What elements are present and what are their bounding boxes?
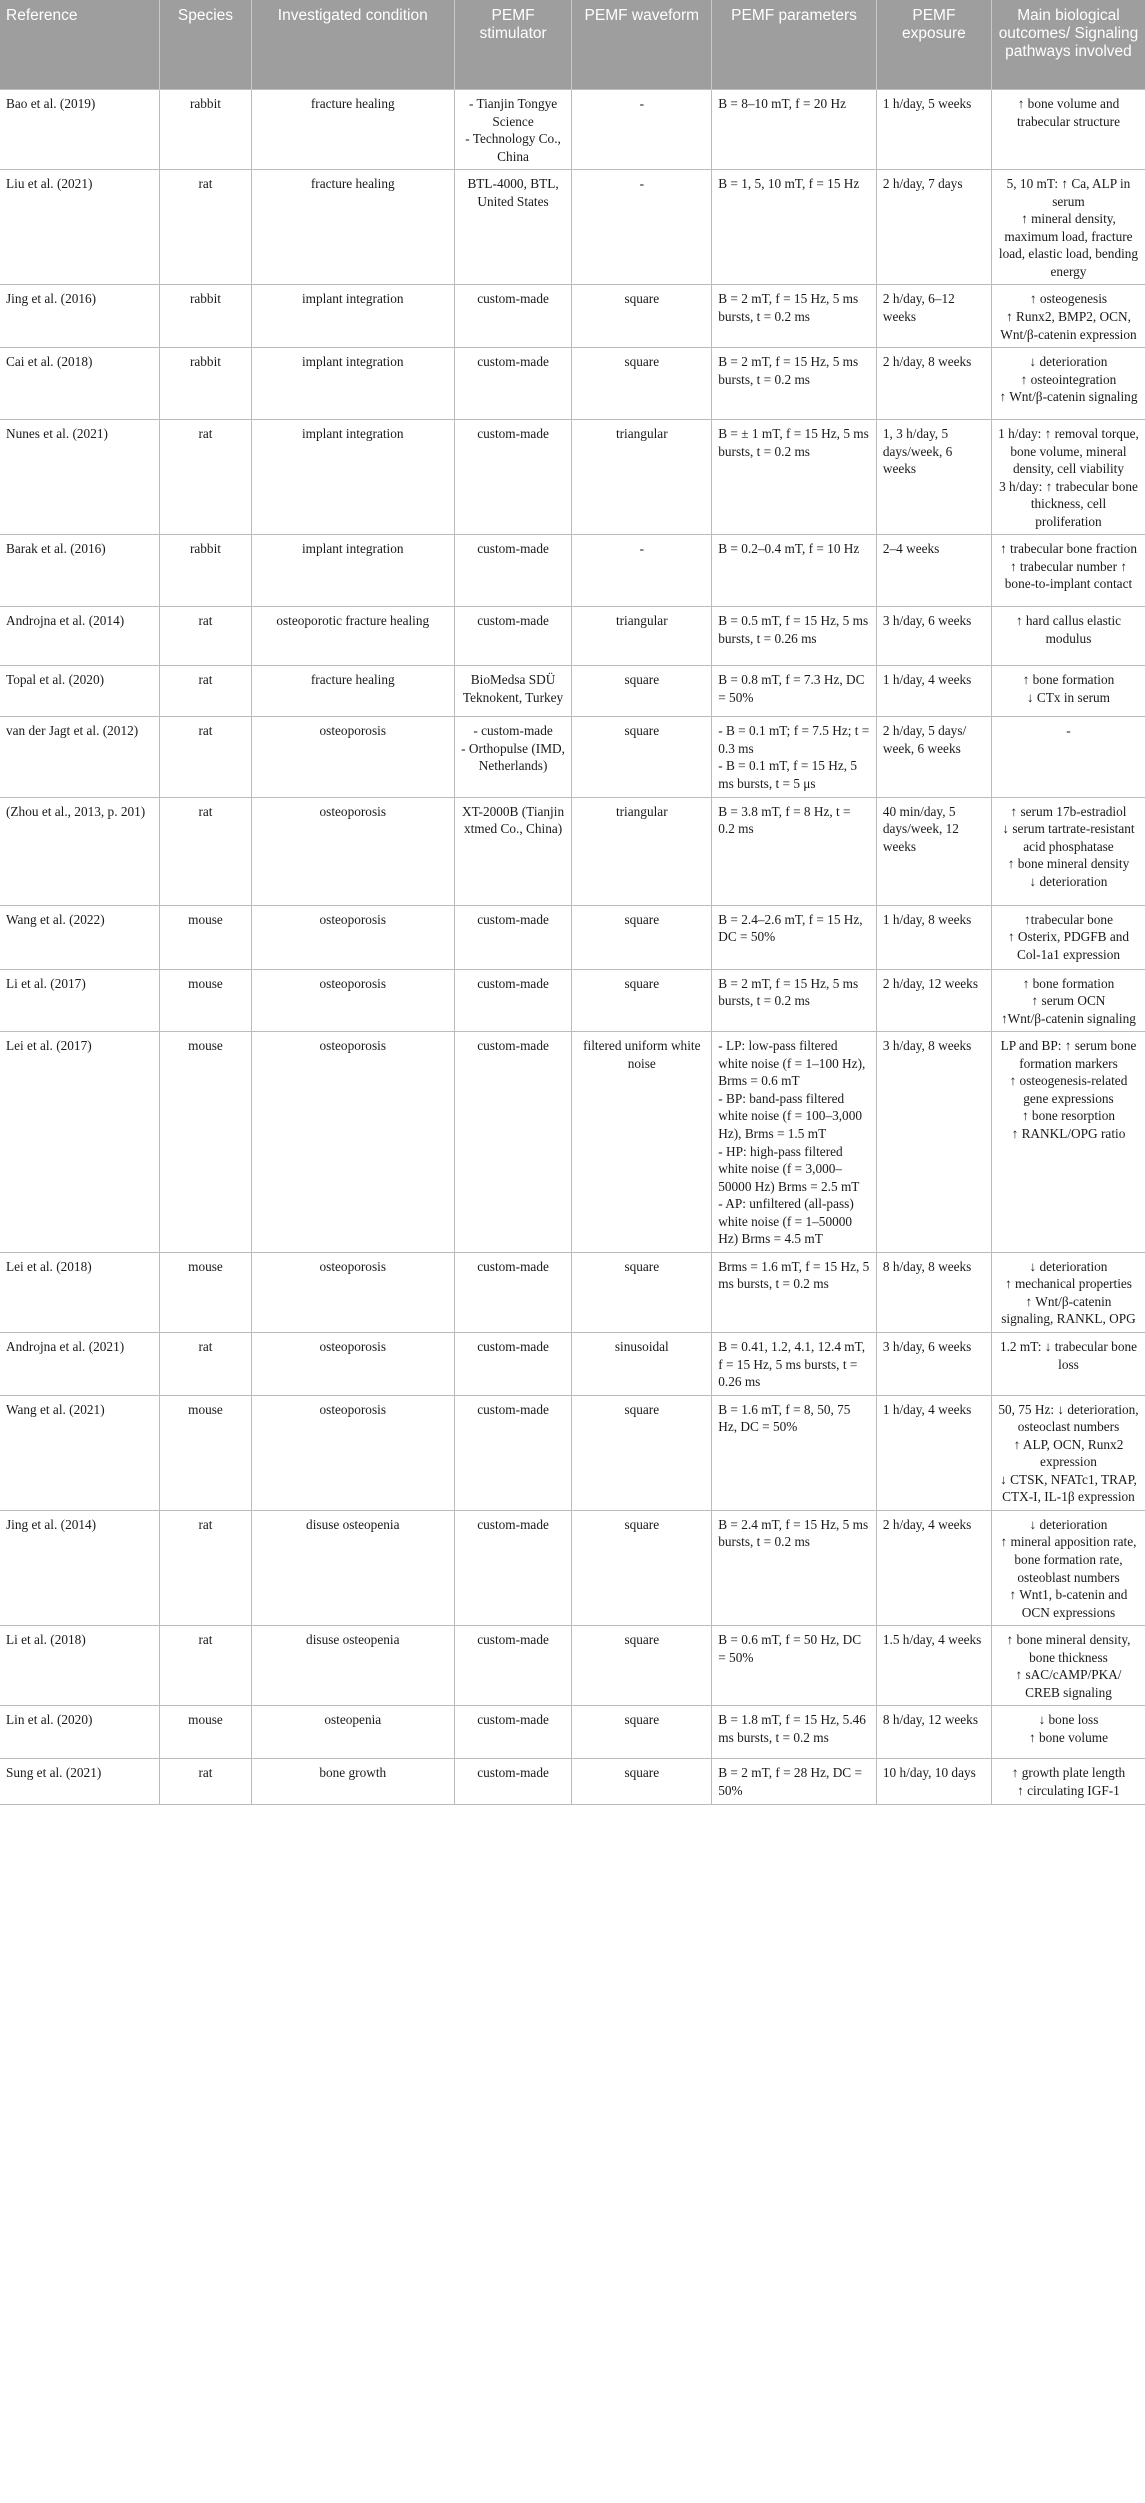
cell-species: rabbit [160,535,252,607]
cell-outcomes-line: ↑ bone volume [1028,1729,1108,1745]
table-row [0,90,1145,170]
cell-stimulator [454,535,572,607]
cell-outcomes [991,1706,1145,1759]
cell-outcomes-line: ↓ deterioration [1029,1258,1108,1274]
table-row [0,1332,1145,1395]
cell-stimulator-line: custom-made [477,1516,549,1532]
cell-exposure: 3 h/day, 6 weeks [876,1332,991,1395]
cell-species: rabbit [160,90,252,170]
cell-outcomes-line: ↑ mineral density, maximum load, fracture load, elastic load, bending energy [998,211,1139,279]
cell-stimulator-line: custom-made [477,975,549,991]
cell-condition: bone growth [251,1759,454,1805]
cell-waveform: square [572,969,712,1032]
cell-exposure: 3 h/day, 8 weeks [876,1032,991,1253]
cell-parameters-line: B = 0.41, 1.2, 4.1, 12.4 mT, f = 15 Hz, 5 ms bursts, t = 0.26 ms [718,1338,866,1390]
cell-reference: Li et al. (2018) [0,1626,160,1706]
cell-exposure: 2 h/day, 5 days/ week, 6 weeks [876,717,991,797]
cell-parameters-line: B = 2 mT, f = 28 Hz, DC = 50% [718,1765,862,1798]
cell-exposure: 2 h/day, 6–12 weeks [876,285,991,348]
cell-parameters-line: B = 0.6 mT, f = 50 Hz, DC = 50% [718,1632,862,1665]
cell-outcomes [991,607,1145,666]
table-row [0,285,1145,348]
cell-outcomes-line: ↑ osteointegration [1020,371,1117,387]
cell-species: mouse [160,1395,252,1510]
cell-parameters [712,666,877,717]
cell-waveform: sinusoidal [572,1332,712,1395]
cell-reference: Jing et al. (2014) [0,1510,160,1625]
cell-stimulator [454,1252,572,1332]
cell-reference: Wang et al. (2022) [0,905,160,969]
cell-parameters [712,607,877,666]
cell-exposure: 1, 3 h/day, 5 days/week, 6 weeks [876,420,991,535]
header-row [0,0,1145,90]
cell-waveform: filtered uniform white noise [572,1032,712,1253]
cell-outcomes-line: ↑ trabecular bone fraction [1000,541,1137,557]
cell-outcomes-line: ↑Wnt/β-catenin signaling [1001,1010,1136,1026]
cell-parameters [712,348,877,420]
cell-outcomes [991,420,1145,535]
cell-stimulator-line: BioMedsa SDÜ Teknokent, Turkey [462,672,564,705]
cell-reference: Androjna et al. (2014) [0,607,160,666]
cell-stimulator [454,607,572,666]
cell-parameters-line: B = ± 1 mT, f = 15 Hz, 5 ms bursts, t = 0.2 ms [718,426,869,459]
cell-outcomes-line: 3 h/day: ↑ trabecular bone thickness, cell proliferation [999,478,1138,529]
cell-stimulator [454,1395,572,1510]
cell-outcomes-line: ↑ bone resorption [1021,1108,1116,1124]
cell-waveform: square [572,717,712,797]
cell-outcomes-line: ↑ circulating IGF-1 [1017,1782,1120,1798]
cell-parameters [712,420,877,535]
cell-parameters-line: - B = 0.1 mT, f = 15 Hz, 5 ms bursts, t = 5 μs [718,758,858,792]
cell-parameters-line: B = 8–10 mT, f = 20 Hz [718,96,846,111]
cell-exposure: 1 h/day, 4 weeks [876,666,991,717]
cell-waveform: - [572,535,712,607]
cell-outcomes-line: ↓ bone loss [1038,1712,1099,1728]
cell-outcomes [991,1759,1145,1805]
cell-stimulator-line: custom-made [477,613,549,629]
cell-species: mouse [160,1032,252,1253]
cell-outcomes [991,969,1145,1032]
cell-exposure: 8 h/day, 8 weeks [876,1252,991,1332]
cell-parameters [712,1706,877,1759]
cell-exposure: 40 min/day, 5 days/week, 12 weeks [876,797,991,905]
cell-outcomes [991,1332,1145,1395]
cell-outcomes-line: ↑ osteogenesis-related gene expressions [1009,1073,1128,1106]
cell-stimulator [454,1510,572,1625]
cell-outcomes-line: ↑trabecular bone [1024,911,1113,927]
cell-exposure: 1.5 h/day, 4 weeks [876,1626,991,1706]
cell-species: rat [160,666,252,717]
cell-outcomes-line: 1.2 mT: ↓ trabecular bone loss [999,1338,1138,1372]
cell-outcomes-line: ↑ bone formation [1022,975,1115,991]
header-outcomes: Main biological outcomes/ Signaling pathways involved [991,0,1145,90]
cell-parameters-line: - LP: low-pass filtered white noise (f = 1–100 Hz), Brms = 0.6 mT [718,1038,866,1089]
cell-outcomes-line: ↑ mineral apposition rate, bone formation rate, osteoblast numbers [1000,1534,1137,1585]
cell-parameters [712,905,877,969]
cell-stimulator-line: custom-made [477,1338,549,1354]
cell-waveform: - [572,170,712,285]
table-row [0,1759,1145,1805]
cell-species: mouse [160,969,252,1032]
cell-outcomes-line: ↑ osteogenesis [1029,291,1108,307]
header-parameters: PEMF parameters [712,0,877,90]
cell-condition: osteoporotic fracture healing [251,607,454,666]
cell-exposure: 2–4 weeks [876,535,991,607]
cell-waveform: square [572,1252,712,1332]
cell-stimulator-line: custom-made [477,426,549,442]
cell-outcomes [991,535,1145,607]
cell-stimulator [454,1032,572,1253]
table-row [0,1032,1145,1253]
cell-waveform: square [572,1395,712,1510]
cell-stimulator-line: BTL-4000, BTL, United States [467,176,559,209]
cell-reference: Lei et al. (2018) [0,1252,160,1332]
cell-stimulator-line: - Orthopulse (IMD, Netherlands) [461,740,565,774]
cell-outcomes-line: ↑ growth plate length [1011,1765,1126,1781]
cell-stimulator [454,797,572,905]
cell-reference: van der Jagt et al. (2012) [0,717,160,797]
cell-outcomes-line: ↑ Wnt1, b-catenin and OCN expressions [1009,1587,1128,1620]
cell-parameters-line: B = 1.8 mT, f = 15 Hz, 5.46 ms bursts, t = 0.2 ms [718,1712,866,1745]
cell-exposure: 3 h/day, 6 weeks [876,607,991,666]
cell-stimulator [454,1706,572,1759]
cell-species: rat [160,1332,252,1395]
cell-parameters-line: B = 2 mT, f = 15 Hz, 5 ms bursts, t = 0.2 ms [718,354,859,387]
cell-outcomes-line: ↑ trabecular number ↑ bone-to-implant contact [1004,558,1133,592]
table-row [0,1626,1145,1706]
cell-parameters [712,535,877,607]
cell-waveform: triangular [572,797,712,905]
cell-parameters [712,1332,877,1395]
cell-waveform: square [572,348,712,420]
table-row [0,717,1145,797]
cell-condition: osteoporosis [251,1395,454,1510]
cell-stimulator-line: custom-made [477,1401,549,1417]
cell-parameters [712,1032,877,1253]
cell-condition: implant integration [251,285,454,348]
cell-parameters-line: - B = 0.1 mT; f = 7.5 Hz; t = 0.3 ms [718,723,870,756]
table-row [0,420,1145,535]
cell-outcomes-line: LP and BP: ↑ serum bone formation markers [1000,1038,1137,1071]
cell-reference: Jing et al. (2016) [0,285,160,348]
cell-outcomes-line: 5, 10 mT: ↑ Ca, ALP in serum [1006,176,1131,209]
cell-condition: disuse osteopenia [251,1626,454,1706]
cell-outcomes-line: ↑ bone volume and trabecular structure [1016,96,1120,129]
cell-stimulator [454,1759,572,1805]
cell-outcomes-line: - [1066,723,1071,739]
cell-reference: Li et al. (2017) [0,969,160,1032]
cell-outcomes-line: 50, 75 Hz: ↓ deterioration, osteoclast numbers [998,1401,1139,1435]
table-row [0,535,1145,607]
cell-parameters [712,717,877,797]
cell-exposure: 1 h/day, 4 weeks [876,1395,991,1510]
cell-waveform: triangular [572,420,712,535]
cell-outcomes [991,905,1145,969]
cell-waveform: square [572,905,712,969]
header-exposure: PEMF exposure [876,0,991,90]
cell-stimulator-line: custom-made [477,1258,549,1274]
cell-parameters [712,1510,877,1625]
cell-stimulator-line: - custom-made [473,723,553,739]
cell-condition: implant integration [251,535,454,607]
cell-species: rat [160,1510,252,1625]
cell-outcomes-line: ↓ deterioration [1029,354,1108,370]
cell-parameters-line: B = 0.8 mT, f = 7.3 Hz, DC = 50% [718,672,865,705]
cell-species: rat [160,607,252,666]
cell-outcomes-line: ↑ sAC/cAMP/PKA/ CREB signaling [1015,1667,1122,1700]
cell-exposure: 1 h/day, 8 weeks [876,905,991,969]
cell-waveform: triangular [572,607,712,666]
table-body [0,90,1145,1805]
cell-parameters [712,1759,877,1805]
cell-waveform: square [572,1706,712,1759]
cell-reference: Cai et al. (2018) [0,348,160,420]
cell-outcomes-line: ↑ ALP, OCN, Runx2 expression [1013,1436,1124,1470]
cell-outcomes-line: ↑ mechanical properties [1004,1276,1132,1292]
cell-parameters [712,90,877,170]
cell-outcomes-line: ↑ Wnt/β-catenin signaling, RANKL, OPG [1001,1293,1136,1327]
cell-stimulator [454,666,572,717]
cell-waveform: square [572,1510,712,1625]
cell-condition: osteoporosis [251,717,454,797]
cell-stimulator [454,285,572,348]
cell-outcomes [991,1626,1145,1706]
cell-condition: osteoporosis [251,905,454,969]
cell-exposure: 10 h/day, 10 days [876,1759,991,1805]
cell-outcomes [991,1252,1145,1332]
cell-condition: osteoporosis [251,969,454,1032]
table-row [0,1510,1145,1625]
cell-outcomes-line: ↑ bone mineral density, bone thickness [1006,1632,1131,1665]
cell-outcomes-line: ↑ Wnt/β-catenin signaling [999,389,1138,405]
cell-condition: osteopenia [251,1706,454,1759]
cell-reference: Bao et al. (2019) [0,90,160,170]
cell-condition: fracture healing [251,90,454,170]
cell-condition: osteoporosis [251,797,454,905]
cell-outcomes [991,1032,1145,1253]
cell-outcomes-line: ↑ hard callus elastic modulus [1015,613,1122,646]
cell-outcomes-line: ↑ RANKL/OPG ratio [1011,1125,1126,1141]
table-row [0,1252,1145,1332]
cell-parameters-line: - HP: high-pass filtered white noise (f = 3,000–50000 Hz) Brms = 2.5 mT [718,1143,860,1194]
cell-outcomes [991,90,1145,170]
cell-species: rat [160,420,252,535]
cell-parameters-line: B = 1, 5, 10 mT, f = 15 Hz [718,176,860,192]
table-row [0,1706,1145,1759]
cell-outcomes-line: ↑ Osterix, PDGFB and Col-1a1 expression [1007,929,1130,962]
cell-waveform: - [572,90,712,170]
cell-waveform: square [572,1759,712,1805]
cell-species: rat [160,717,252,797]
cell-exposure: 8 h/day, 12 weeks [876,1706,991,1759]
cell-stimulator-line: custom-made [477,541,549,557]
cell-outcomes-line: ↓ CTSK, NFATc1, TRAP, CTX-I, IL-1β expression [1000,1471,1137,1505]
cell-exposure: 2 h/day, 8 weeks [876,348,991,420]
cell-reference: Nunes et al. (2021) [0,420,160,535]
cell-parameters-line: - BP: band-pass filtered white noise (f = 100–3,000 Hz), Brms = 1.5 mT [718,1090,863,1141]
cell-reference: Liu et al. (2021) [0,170,160,285]
cell-parameters [712,170,877,285]
cell-exposure: 1 h/day, 5 weeks [876,90,991,170]
cell-exposure: 2 h/day, 7 days [876,170,991,285]
cell-stimulator [454,420,572,535]
cell-parameters [712,1626,877,1706]
cell-stimulator-line: custom-made [477,354,549,370]
cell-species: rat [160,797,252,905]
cell-stimulator-line: custom-made [477,1765,549,1781]
header-stimulator: PEMF stimulator [454,0,572,90]
cell-outcomes [991,1395,1145,1510]
cell-outcomes-line: ↓ serum tartrate-resistant acid phosphatase [1002,821,1135,854]
cell-condition: osteoporosis [251,1032,454,1253]
cell-species: rat [160,1759,252,1805]
cell-waveform: square [572,666,712,717]
cell-parameters-line: B = 2 mT, f = 15 Hz, 5 ms bursts, t = 0.2 ms [718,291,859,325]
cell-outcomes [991,666,1145,717]
cell-parameters-line: B = 1.6 mT, f = 8, 50, 75 Hz, DC = 50% [718,1401,851,1435]
cell-species: rabbit [160,285,252,348]
table-row [0,348,1145,420]
cell-exposure: 2 h/day, 12 weeks [876,969,991,1032]
cell-outcomes-line: ↑ Runx2, BMP2, OCN, Wnt/β-catenin expression [1000,309,1137,342]
cell-reference: Wang et al. (2021) [0,1395,160,1510]
cell-stimulator-line: custom-made [477,1038,549,1054]
cell-outcomes-line: 1 h/day: ↑ removal torque, bone volume, mineral density, cell viability [998,426,1139,477]
table-row [0,905,1145,969]
cell-outcomes [991,797,1145,905]
cell-outcomes-line: ↓ deterioration [1029,1516,1108,1532]
cell-reference: (Zhou et al., 2013, p. 201) [0,797,160,905]
cell-outcomes-line: ↓ CTx in serum [1026,689,1111,705]
cell-stimulator-line: custom-made [477,911,549,927]
cell-condition: osteoporosis [251,1252,454,1332]
cell-stimulator [454,905,572,969]
cell-stimulator-line: - Tianjin Tongye Science [468,96,558,129]
table-row [0,666,1145,717]
cell-stimulator-line: XT-2000B (Tianjin xtmed Co., China) [462,803,565,837]
cell-outcomes [991,717,1145,797]
cell-condition: implant integration [251,348,454,420]
table-row [0,607,1145,666]
cell-parameters [712,1252,877,1332]
cell-parameters [712,797,877,905]
cell-parameters-line: B = 2 mT, f = 15 Hz, 5 ms bursts, t = 0.2 ms [718,975,859,1009]
cell-parameters-line: B = 2.4 mT, f = 15 Hz, 5 ms bursts, t = 0.2 ms [718,1516,869,1550]
cell-species: rabbit [160,348,252,420]
cell-stimulator [454,969,572,1032]
cell-parameters-line: B = 2.4–2.6 mT, f = 15 Hz, DC = 50% [718,911,863,945]
cell-stimulator [454,90,572,170]
cell-outcomes-line: ↑ serum 17b-estradiol [1010,803,1127,819]
cell-exposure: 2 h/day, 4 weeks [876,1510,991,1625]
header-condition: Investigated condition [251,0,454,90]
cell-species: mouse [160,1252,252,1332]
cell-stimulator [454,348,572,420]
table-row [0,969,1145,1032]
cell-waveform: square [572,1626,712,1706]
cell-stimulator [454,1626,572,1706]
header-species: Species [160,0,252,90]
cell-outcomes [991,170,1145,285]
cell-condition: osteoporosis [251,1332,454,1395]
header-waveform: PEMF waveform [572,0,712,90]
cell-stimulator [454,717,572,797]
cell-outcomes-line: ↓ deterioration [1029,873,1108,889]
cell-stimulator-line: custom-made [477,1712,549,1728]
cell-condition: fracture healing [251,666,454,717]
cell-outcomes [991,285,1145,348]
cell-parameters-line: B = 0.2–0.4 mT, f = 10 Hz [718,541,860,557]
cell-waveform: square [572,285,712,348]
cell-reference: Barak et al. (2016) [0,535,160,607]
cell-species: mouse [160,905,252,969]
cell-outcomes-line: ↑ bone mineral density [1007,856,1130,872]
cell-reference: Lin et al. (2020) [0,1706,160,1759]
table-row [0,797,1145,905]
cell-parameters-line: B = 0.5 mT, f = 15 Hz, 5 ms bursts, t = 0.26 ms [718,613,869,646]
cell-stimulator [454,1332,572,1395]
cell-reference: Lei et al. (2017) [0,1032,160,1253]
cell-reference: Topal et al. (2020) [0,666,160,717]
cell-outcomes-line: ↑ serum OCN [1031,993,1106,1009]
cell-outcomes [991,1510,1145,1625]
cell-condition: implant integration [251,420,454,535]
cell-parameters [712,1395,877,1510]
cell-reference: Androjna et al. (2021) [0,1332,160,1395]
cell-reference: Sung et al. (2021) [0,1759,160,1805]
cell-species: rat [160,170,252,285]
cell-stimulator-line: custom-made [477,1632,549,1648]
cell-stimulator-line: - Technology Co., China [465,131,561,164]
cell-outcomes-line: ↑ bone formation [1022,672,1115,688]
cell-condition: fracture healing [251,170,454,285]
cell-stimulator [454,170,572,285]
table-row [0,170,1145,285]
header-reference: Reference [0,0,160,90]
cell-condition: disuse osteopenia [251,1510,454,1625]
cell-parameters-line: Brms = 1.6 mT, f = 15 Hz, 5 ms bursts, t = 0.2 ms [718,1258,870,1292]
cell-species: rat [160,1626,252,1706]
cell-stimulator-line: custom-made [477,291,549,307]
cell-parameters [712,969,877,1032]
cell-outcomes [991,348,1145,420]
cell-parameters [712,285,877,348]
cell-parameters-line: - AP: unfiltered (all-pass) white noise (f = 1–50000 Hz) Brms = 4.5 mT [718,1196,854,1247]
cell-parameters-line: B = 3.8 mT, f = 8 Hz, t = 0.2 ms [718,803,851,837]
cell-species: mouse [160,1706,252,1759]
table-row [0,1395,1145,1510]
